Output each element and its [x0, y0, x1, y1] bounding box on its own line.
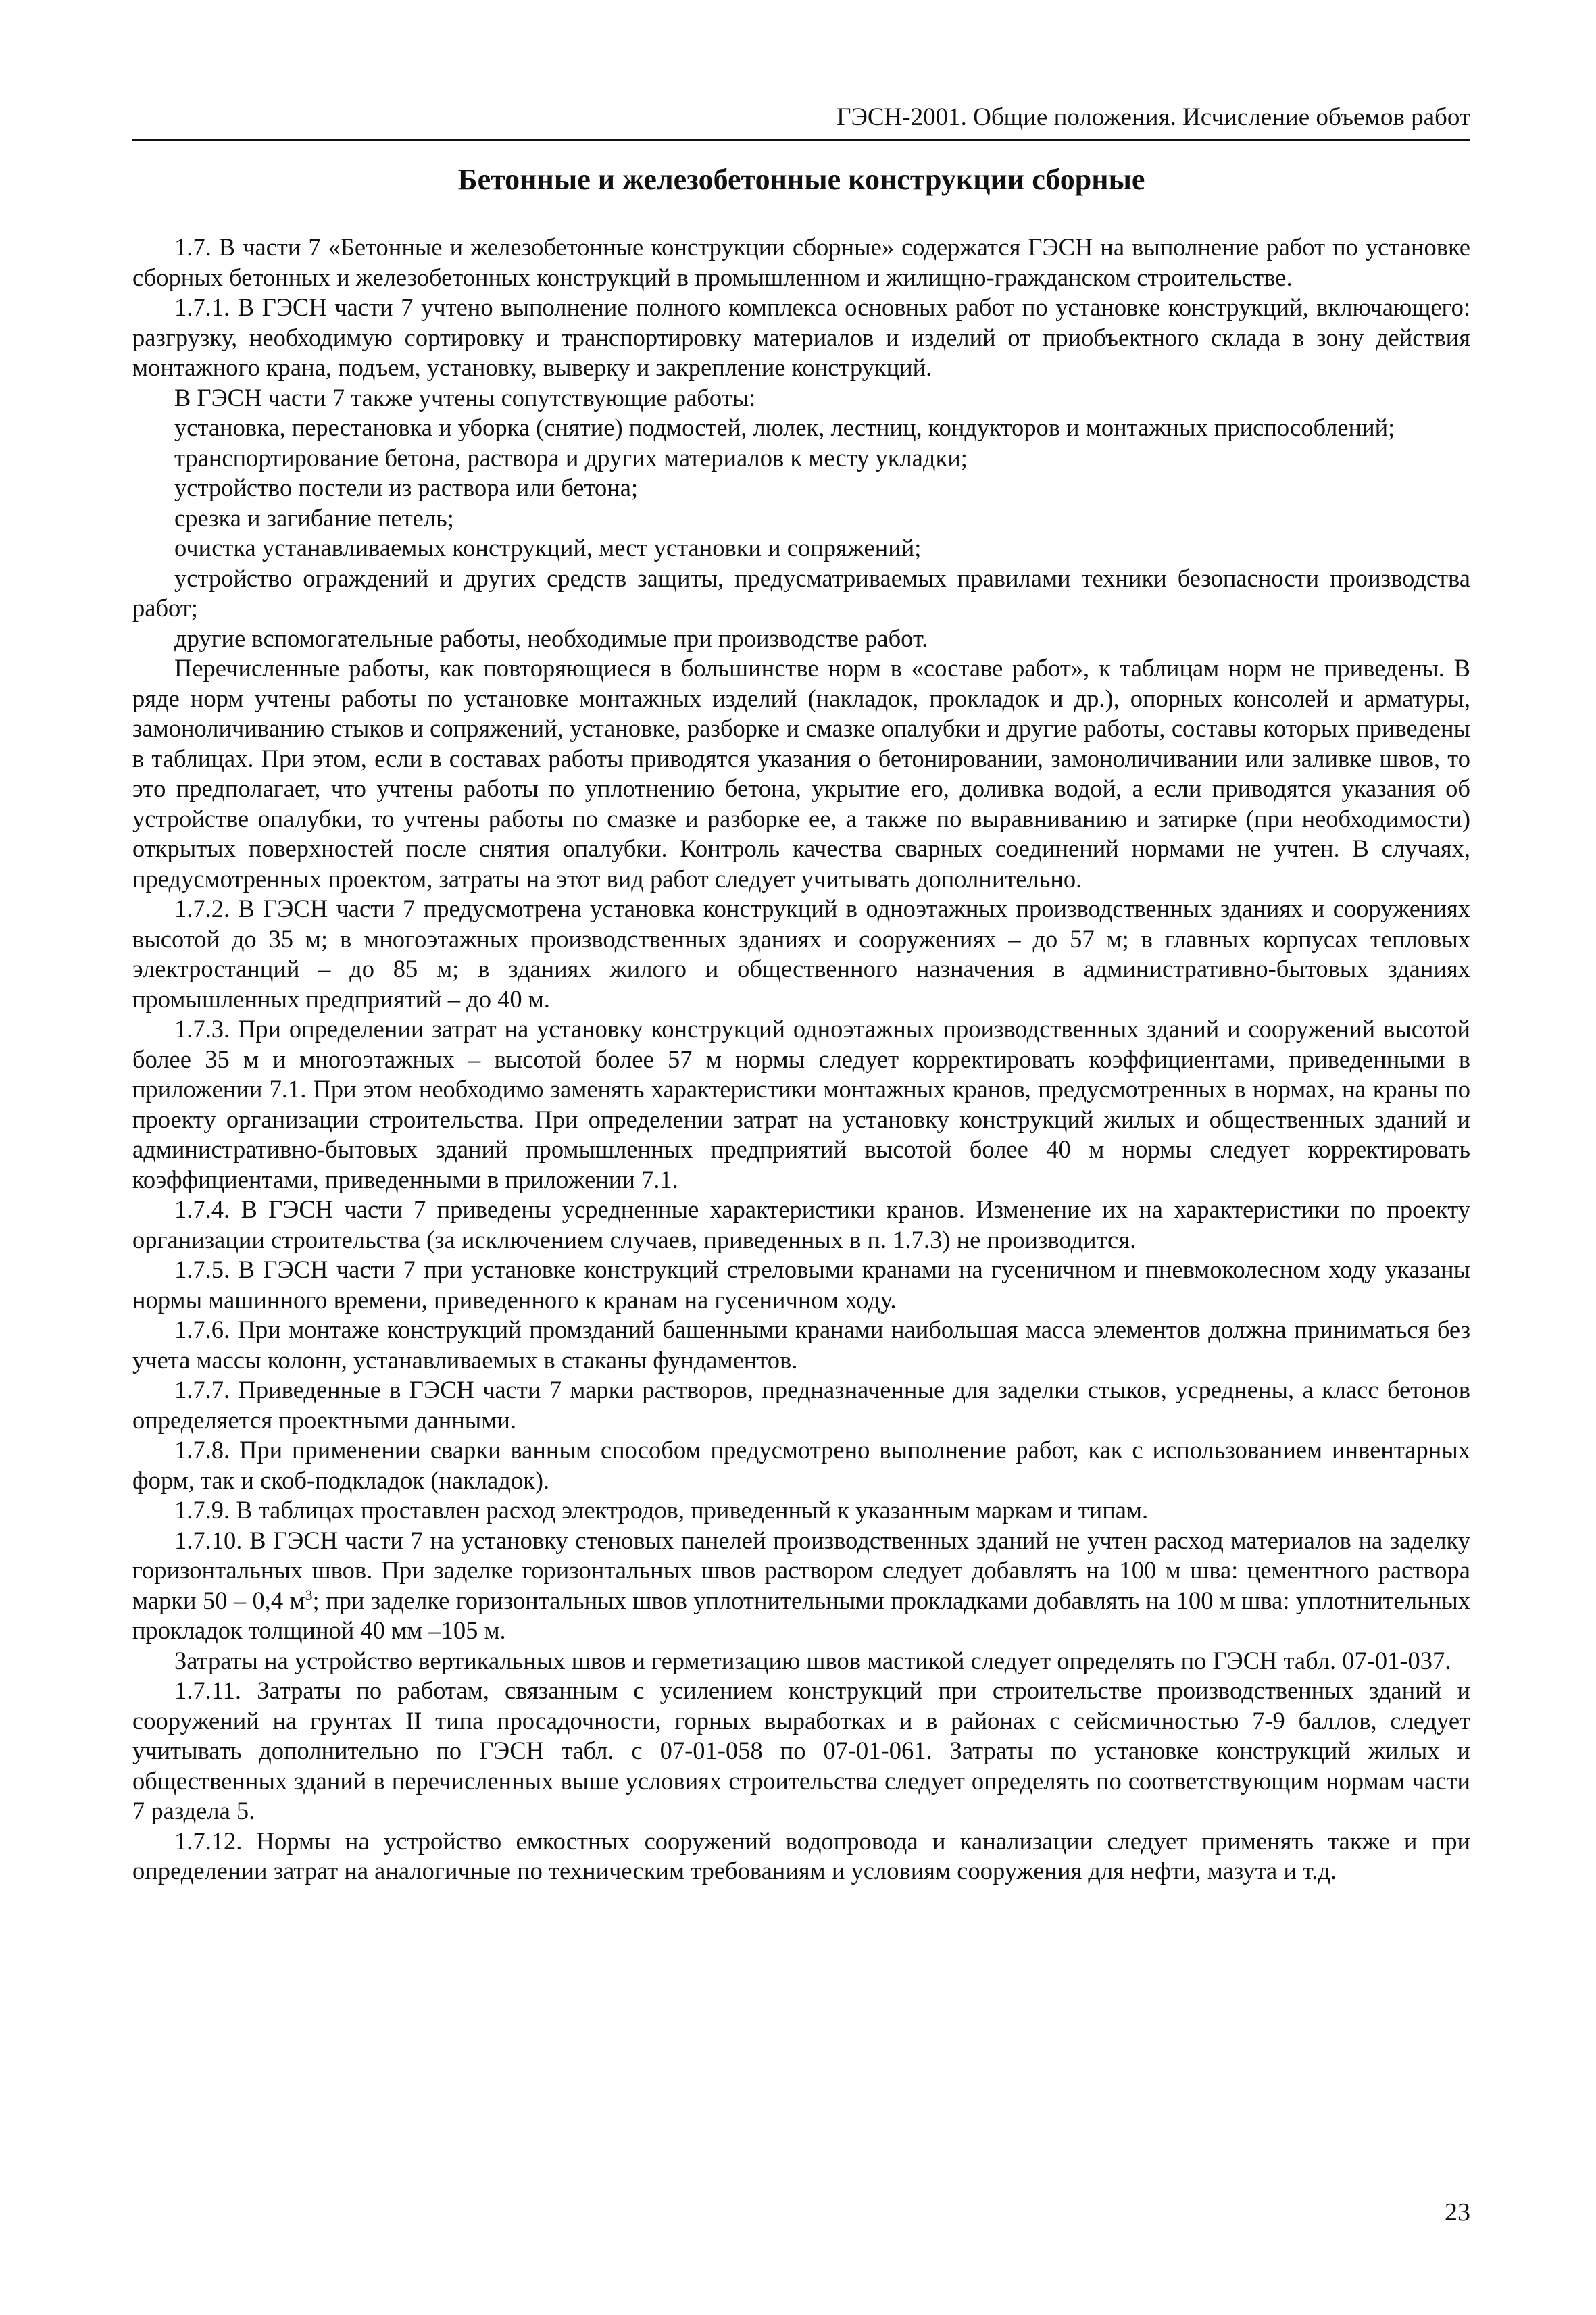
paragraph-1-7-12: 1.7.12. Нормы на устройство емкостных сооружений водопровода и канализации следует применять также и при определении затрат на аналогичные по техническим требованиям и условиям сооружения для нефти, мазута и т.д. [132, 1826, 1470, 1885]
paragraph-vertical-seams: Затраты на устройство вертикальных швов и герметизацию швов мастикой следует определять по ГЭСН табл. 07-01-037. [174, 1646, 1451, 1674]
section-title: Бетонные и железобетонные конструкции сборные [457, 163, 1145, 196]
paragraph-1-7-6: 1.7.6. При монтаже конструкций промзданий башенными кранами наибольшая масса элементов должна приниматься без учета массы колонн, устанавливаемых в стаканы фундаментов. [132, 1316, 1470, 1374]
paragraph-1-7-10-text-end: ; при заделке горизонтальных швов уплотнительными прокладками добавлять на 100 м шва: уплотнительных прокладок толщиной 40 мм –105 м. [132, 1586, 1470, 1644]
paragraph-accompanying-works: В ГЭСН части 7 также учтены сопутствующие работы: [174, 383, 756, 412]
paragraph-1-7-1: 1.7.1. В ГЭСН части 7 учтено выполнение полного комплекса основных работ по установке конструкций, включающего: разгрузку, необходимую сортировку и транспортировку материалов и изделий от приобъектного склада в зону действия монтажного крана, подъем, установку, выверку и закрепление конструкций. [132, 293, 1470, 381]
list-item-scaffolding: установка, перестановка и уборка (снятие) подмостей, люлек, лестниц, кондукторов и монтажных приспособлений; [174, 414, 1395, 441]
list-item-cleaning: очистка устанавливаемых конструкций, мест установки и сопряжений; [174, 534, 922, 562]
superscript: 3 [305, 1586, 313, 1603]
paragraph-1-7-7: 1.7.7. Приведенные в ГЭСН части 7 марки растворов, предназначенные для заделки стыков, усреднены, а класс бетонов определяется проектными данными. [132, 1376, 1470, 1434]
page-number: 23 [1445, 2198, 1470, 2226]
list-item-transport: транспортирование бетона, раствора и других материалов к месту укладки; [174, 443, 968, 472]
paragraph-1-7-4: 1.7.4. В ГЭСН части 7 приведены усредненные характеристики кранов. Изменение их на характеристики по проекту организации строительства (за исключением случаев, приведенных в п. 1.7.3) не производится. [132, 1195, 1470, 1253]
paragraph-listed-works: Перечисленные работы, как повторяющиеся в большинстве норм в «составе работ», к таблицам норм не приведены. В ряде норм учтены работы по установке монтажных изделий (накладок, прокладок и др.), опорных консолей и арматуры, замоноличиванию стыков и сопряжений, установке, разборке и смазке опалубки и другие работы, составы которых приведены в таблицах. При этом, если в составах работы приводятся указания о бетонировании, замоноличивании или заливке швов, то это предполагает, что учтены работы по уплотнению бетона, укрытие его, доливка водой, а если приводятся указания об устройстве опалубки, то учтены работы по смазке и разборке ее, а также по выравниванию и затирке (при необходимости) открытых поверхностей после снятия опалубки. Контроль качества сварных соединений нормами не учтен. В случаях, предусмотренных проектом, затраты на этот вид работ следует учитывать дополнительно. [132, 654, 1470, 893]
paragraph-1-7-9: 1.7.9. В таблицах проставлен расход электродов, приведенный к указанным маркам и типам. [174, 1496, 1149, 1524]
body-text [132, 232, 1470, 1887]
paragraph-1-7-8: 1.7.8. При применении сварки ванным способом предусмотрено выполнение работ, как с использованием инвентарных форм, так и скоб-подкладок (накладок). [132, 1436, 1470, 1494]
list-item-loops: срезка и загибание петель; [174, 503, 454, 532]
list-item-fencing: устройство ограждений и других средств защиты, предусматриваемых правилами техники безопасности производства работ; [132, 564, 1470, 622]
list-item-other: другие вспомогательные работы, необходимые при производстве работ. [174, 624, 928, 652]
running-head: ГЭСН-2001. Общие положения. Исчисление объемов работ [132, 101, 1470, 141]
paragraph-1-7-5: 1.7.5. В ГЭСН части 7 при установке конструкций стреловыми кранами на гусеничном и пневмоколесном ходу указаны нормы машинного времени, приведенного к кранам на гусеничном ходу. [132, 1255, 1470, 1314]
paragraph-1-7-3: 1.7.3. При определении затрат на установку конструкций одноэтажных производственных зданий и сооружений высотой более 35 м и многоэтажных – высотой более 57 м нормы следует корректировать коэффициентами, приведенными в приложении 7.1. При этом необходимо заменять характеристики монтажных кранов, предусмотренных в нормах, на краны по проекту организации строительства. При определении затрат на установку конструкций жилых и общественных зданий и административно-бытовых зданий промышленных предприятий высотой более 40 м нормы следует корректировать коэффициентами, приведенными в приложении 7.1. [132, 1015, 1470, 1193]
paragraph-1-7-2: 1.7.2. В ГЭСН части 7 предусмотрена установка конструкций в одноэтажных производственных зданиях и сооружениях высотой до 35 м; в многоэтажных производственных зданиях и сооружениях – до 57 м; в главных корпусах тепловых электростанций – до 85 м; в зданиях жилого и общественного назначения в административно-бытовых зданиях промышленных предприятий – до 40 м. [132, 895, 1470, 1013]
paragraph-1-7: 1.7. В части 7 «Бетонные и железобетонные конструкции сборные» содержатся ГЭСН на выполнение работ по установке сборных бетонных и железобетонных конструкций в промышленном и жилищно-гражданском строительстве. [132, 233, 1470, 291]
paragraph-1-7-10-text: 1.7.10. В ГЭСН части 7 на установку стеновых панелей производственных зданий не учтен расход материалов на заделку горизонтальных швов. При заделке горизонтальных швов раствором следует добавлять на 100 м шва: цементного раствора марки 50 – 0,4 м [132, 1526, 1470, 1614]
paragraph-1-7-10 [132, 1526, 1470, 1646]
paragraph-1-7-11: 1.7.11. Затраты по работам, связанным с усилением конструкций при строительстве производственных зданий и сооружений на грунтах II типа просадочности, горных выработках и в районах с сейсмичностью 7-9 баллов, следует учитывать дополнительно по ГЭСН табл. с 07-01-058 по 07-01-061. Затраты по установке конструкций жилых и общественных зданий в перечисленных выше условиях строительства следует определять по соответствующим нормам части 7 раздела 5. [132, 1676, 1470, 1824]
list-item-bedding: устройство постели из раствора или бетона; [174, 474, 639, 501]
